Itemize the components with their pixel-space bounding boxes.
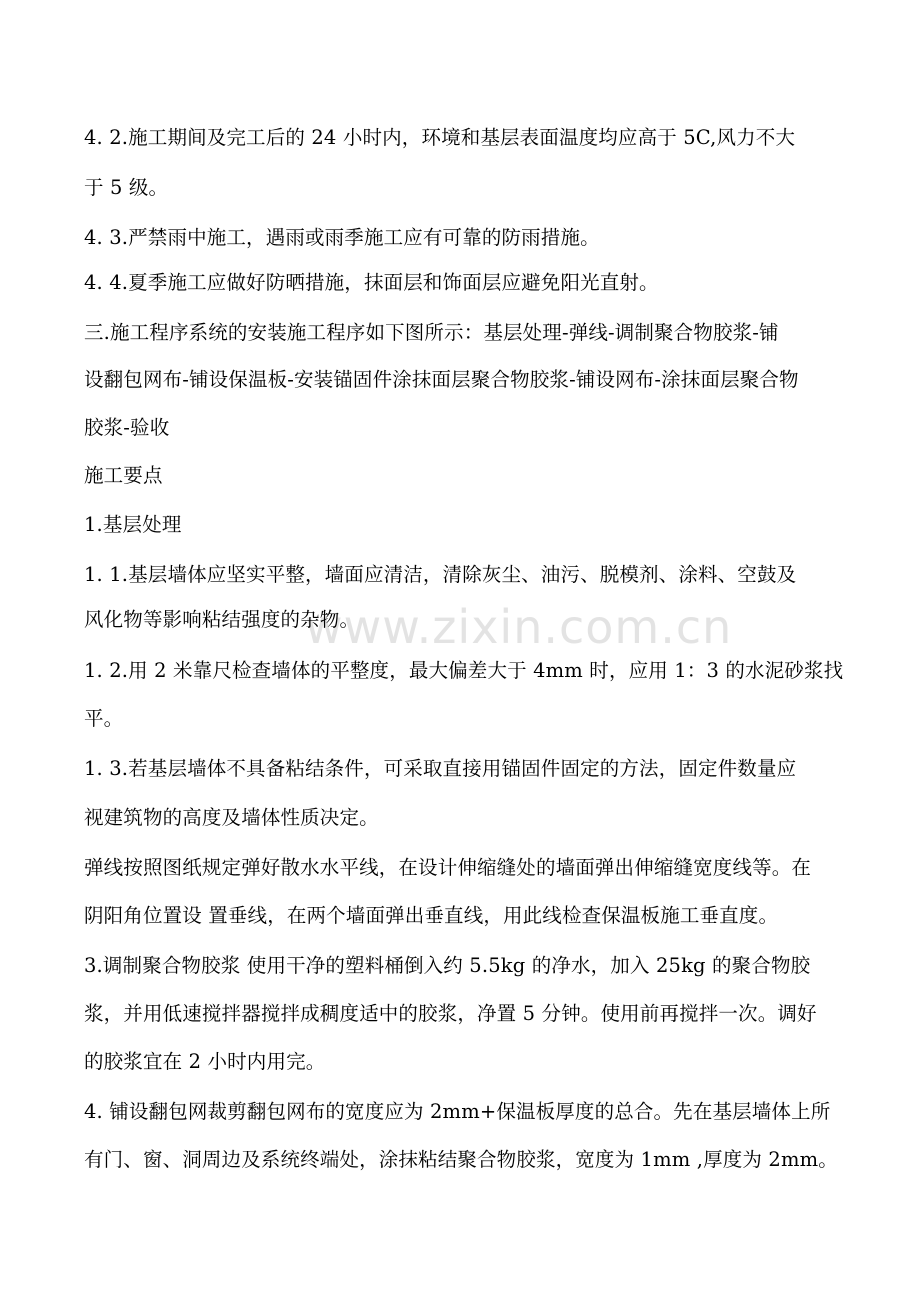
- text-line: 设翻包网布-铺设保温板-安装锚固件涂抹面层聚合物胶浆-铺设网布-涂抹面层聚合物: [84, 368, 799, 391]
- text-line: 1. 3.若基层墙体不具备粘结条件，可采取直接用锚固件固定的方法，固定件数量应: [84, 757, 797, 780]
- text-line: 于 5 级。: [84, 176, 169, 199]
- text-line: 平。: [84, 707, 124, 730]
- text-line: 4. 3.严禁雨中施工，遇雨或雨季施工应有可靠的防雨措施。: [84, 226, 600, 249]
- text-line: 4. 2.施工期间及完工后的 24 小时内，环境和基层表面温度均应高于 5C,风力不大: [84, 126, 796, 149]
- text-line: 浆，并用低速搅拌器搅拌成稠度适中的胶浆，净置 5 分钟。使用前再搅拌一次。调好: [84, 1002, 817, 1025]
- text-line: 4. 4.夏季施工应做好防晒措施，抹面层和饰面层应避免阳光直射。: [84, 271, 659, 294]
- text-line: 视建筑物的高度及墙体性质决定。: [84, 806, 379, 829]
- text-line: 三.施工程序系统的安装施工程序如下图所示：基层处理-弹线-调制聚合物胶浆-铺: [84, 321, 779, 344]
- watermark: www.zixin.com.cn: [305, 600, 733, 654]
- text-line: 3.调制聚合物胶浆 使用干净的塑料桶倒入约 5.5kg 的净水，加入 25kg 的聚合物胶: [84, 954, 811, 977]
- text-line: 风化物等影响粘结强度的杂物。: [84, 608, 360, 631]
- text-line: 弹线按照图纸规定弹好散水水平线，在设计伸缩缝处的墙面弹出伸缩缝宽度线等。在: [84, 856, 812, 879]
- section-heading: 施工要点: [84, 464, 163, 487]
- text-line: 1. 1.基层墙体应坚实平整，墙面应清洁，清除灰尘、油污、脱模剂、涂料、空鼓及: [84, 563, 797, 586]
- text-line: 4. 铺设翻包网裁剪翻包网布的宽度应为 2mm+保温板厚度的总合。先在基层墙体上所: [84, 1100, 831, 1123]
- text-line: 胶浆-验收: [84, 416, 170, 439]
- subsection-heading: 1.基层处理: [84, 513, 182, 536]
- text-line: 有门、窗、洞周边及系统终端处，涂抹粘结聚合物胶浆，宽度为 1mm ,厚度为 2mm。: [84, 1148, 838, 1171]
- text-line: 的胶浆宜在 2 小时内用完。: [84, 1050, 326, 1073]
- text-line: 1. 2.用 2 米靠尺检查墙体的平整度，最大偏差大于 4mm 时，应用 1：3 的水泥砂浆找: [84, 659, 844, 682]
- text-line: 阴阳角位置设 置垂线，在两个墙面弹出垂直线，用此线检查保温板施工垂直度。: [84, 904, 779, 927]
